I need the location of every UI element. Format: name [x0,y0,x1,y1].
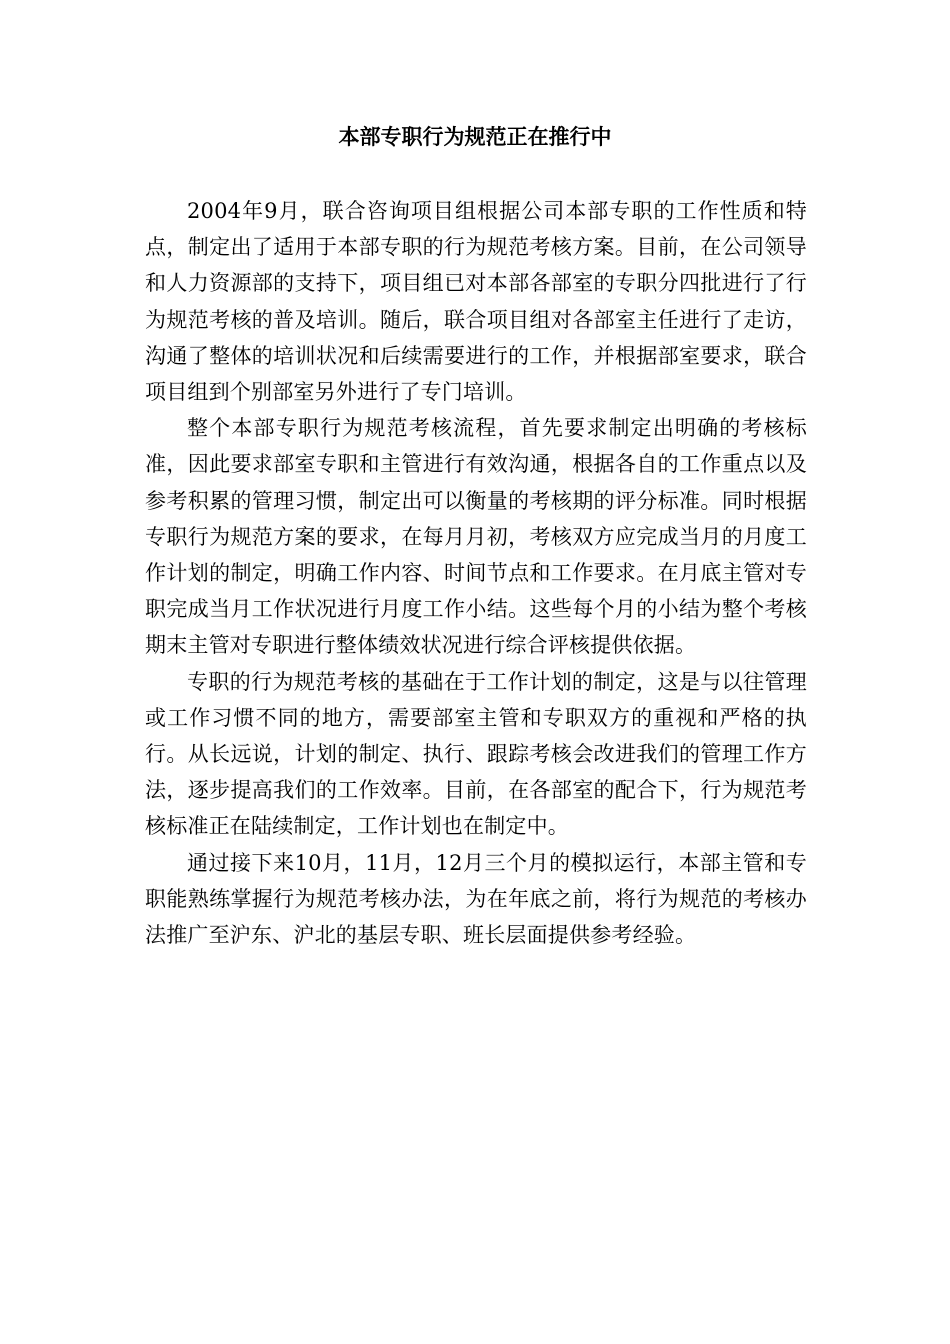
paragraph-2: 整个本部专职行为规范考核流程，首先要求制定出明确的考核标准，因此要求部室专职和主管进行有效沟通，根据各自的工作重点以及参考积累的管理习惯，制定出可以衡量的考核期的评分标准。同时根据专职行为规范方案的要求，在每月月初，考核双方应完成当月的月度工作计划的制定，明确工作内容、时间节点和工作要求。在月底主管对专职完成当月工作状况进行月度工作小结。这些每个月的小结为整个考核期末主管对专职进行整体绩效状况进行综合评核提供依据。 [145,416,807,658]
paragraph-3: 专职的行为规范考核的基础在于工作计划的制定，这是与以往管理或工作习惯不同的地方，需要部室主管和专职双方的重视和严格的执行。从长远说，计划的制定、执行、跟踪考核会改进我们的管理工作方法，逐步提高我们的工作效率。目前，在各部室的配合下，行为规范考核标准正在陆续制定，工作计划也在制定中。 [145,669,807,839]
document-body [145,193,807,953]
paragraph-1: 2004年9月，联合咨询项目组根据公司本部专职的工作性质和特点，制定出了适用于本部专职的行为规范考核方案。目前，在公司领导和人力资源部的支持下，项目组已对本部各部室的专职分四批进行了行为规范考核的普及培训。随后，联合项目组对各部室主任进行了走访，沟通了整体的培训状况和后续需要进行的工作，并根据部室要求，联合项目组到个别部室另外进行了专门培训。 [145,199,807,405]
paragraph-4: 通过接下来10月，11月，12月三个月的模拟运行，本部主管和专职能熟练掌握行为规范考核办法，为在年底之前，将行为规范的考核办法推广至沪东、沪北的基层专职、班长层面提供参考经验。 [145,850,807,948]
document-title: 本部专职行为规范正在推行中 [338,125,612,149]
